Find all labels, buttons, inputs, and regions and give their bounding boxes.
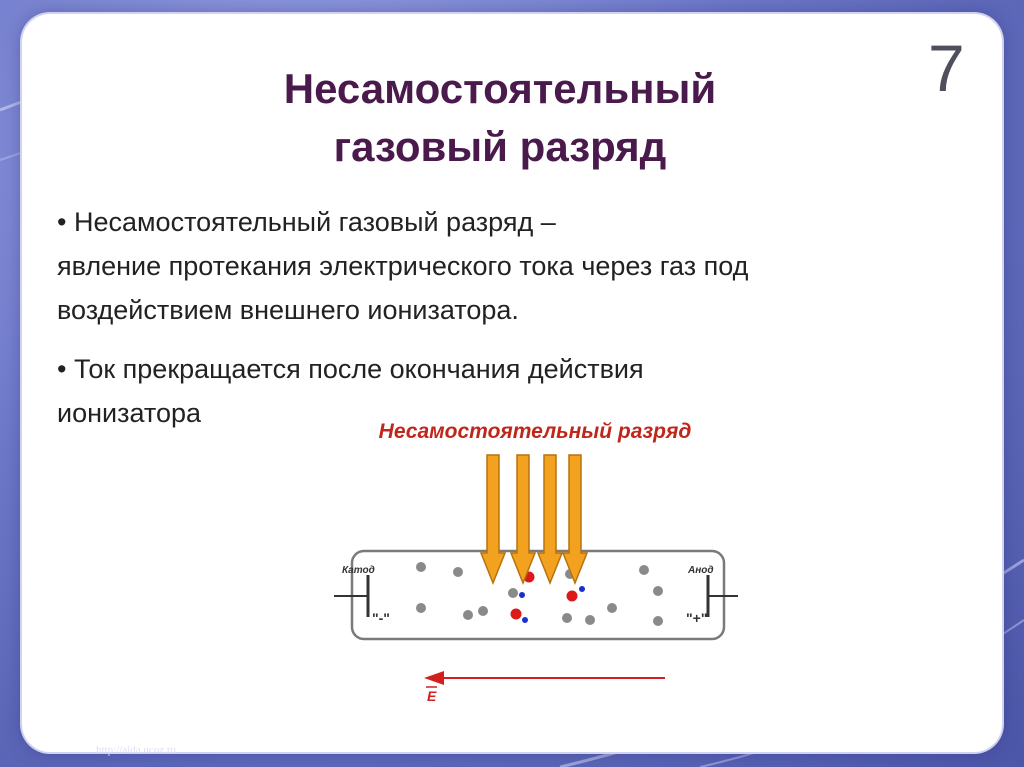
figure-title: Несамостоятельный разряд xyxy=(378,420,692,443)
anode-sign: "+" xyxy=(686,610,708,626)
bullet-definition xyxy=(57,200,957,332)
gas-tube xyxy=(352,551,724,639)
cathode-label: Катод xyxy=(342,565,375,576)
anode-label: Анод xyxy=(688,565,714,576)
slide-title xyxy=(150,60,850,176)
source-watermark: http://aida.ucoz.ru xyxy=(96,744,177,756)
bullet-1-line-2: явление протекания электрического тока через газ под xyxy=(57,251,749,281)
title-line-2: газовый разряд xyxy=(333,123,667,170)
bullet-1-line-1: • Несамостоятельный газовый разряд – xyxy=(57,207,556,237)
slide-number: 7 xyxy=(928,31,965,105)
discharge-diagram xyxy=(320,415,750,715)
bullet-2-line-2: ионизатора xyxy=(57,398,202,428)
field-label: E xyxy=(427,688,437,704)
cathode-sign: "-" xyxy=(372,610,390,626)
bullet-1-line-3: воздействием внешнего ионизатора. xyxy=(57,295,519,325)
field-arrow xyxy=(424,671,665,685)
bullet-2-line-1: • Ток прекращается после окончания действия xyxy=(57,354,644,384)
title-line-1: Несамостоятельный xyxy=(283,65,717,112)
